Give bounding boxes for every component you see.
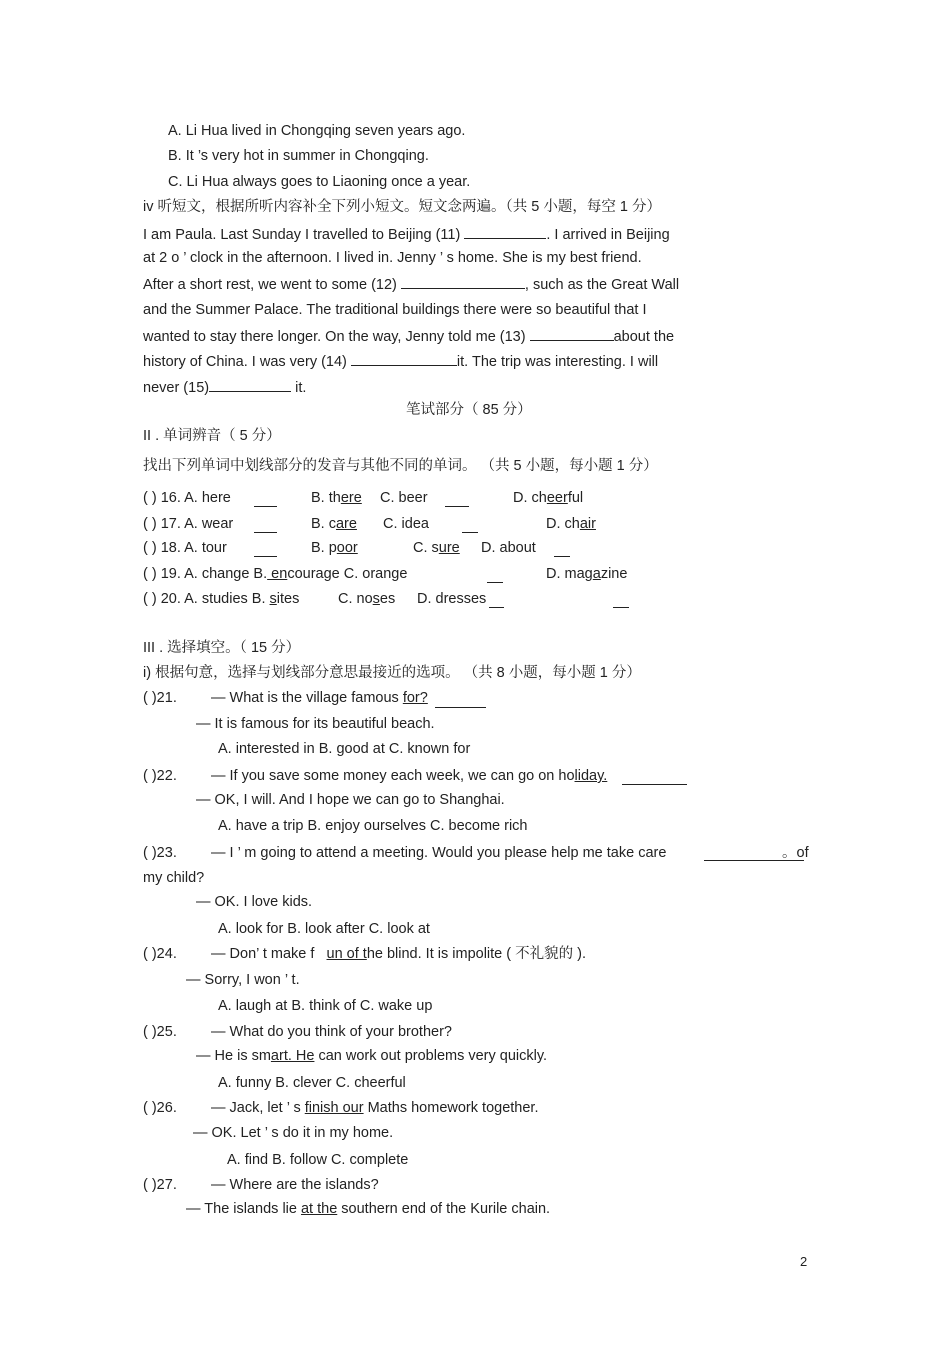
- q25-options: A. funny B. clever C. cheerful: [218, 1075, 406, 1091]
- q22-number: ( )22.: [143, 768, 177, 784]
- option-a: A. Li Hua lived in Chongqing seven years ago.: [168, 123, 466, 139]
- q16-option-b: B. there: [311, 490, 362, 506]
- q23-number: ( )23.: [143, 845, 177, 861]
- q24-number: ( )24.: [143, 946, 177, 962]
- section-ii-title: II . 单词辨音（ 5 分）: [143, 428, 281, 444]
- q17-stem: ( ) 17. A. wear: [143, 516, 234, 532]
- passage-line-4: and the Summer Palace. The traditional buildings there were so beautiful that I: [143, 302, 647, 318]
- q24-answer: — Sorry, I won ’ t.: [186, 972, 300, 988]
- q25-number: ( )25.: [143, 1024, 177, 1040]
- q16-option-d: D. cheerful: [513, 490, 584, 506]
- q24-question: — Don’ t make f un of the blind. It is impolite ( 不礼貌的 ).: [211, 946, 586, 962]
- option-c: C. Li Hua always goes to Liaoning once a year.: [168, 174, 471, 190]
- passage-line-1: I am Paula. Last Sunday I travelled to Beijing (11) . I arrived in Beijing: [143, 227, 670, 243]
- q23-question: — I ’ m going to attend a meeting. Would you please help me take care: [211, 845, 667, 861]
- q23-options: A. look for B. look after C. look at: [218, 921, 430, 937]
- q21-options: A. interested in B. good at C. known for: [218, 741, 471, 757]
- q21-number: ( )21.: [143, 690, 177, 706]
- passage-line-5: wanted to stay there longer. On the way, Jenny told me (13) about the: [143, 329, 675, 345]
- q22-answer: — OK, I will. And I hope we can go to Shanghai.: [196, 792, 505, 808]
- q26-answer: — OK. Let ’ s do it in my home.: [193, 1125, 394, 1141]
- q18-stem: ( ) 18. A. tour: [143, 540, 227, 556]
- passage-line-6: history of China. I was very (14) it. The trip was interesting. I will: [143, 354, 659, 370]
- q20-option-d: D. dresses: [417, 591, 487, 607]
- q25-question: — What do you think of your brother?: [211, 1024, 452, 1040]
- q27-number: ( )27.: [143, 1177, 177, 1193]
- q22-options: A. have a trip B. enjoy ourselves C. become rich: [218, 818, 528, 834]
- q16-stem: ( ) 16. A. here: [143, 490, 231, 506]
- q20-option-c: C. noses: [338, 591, 396, 607]
- passage-line-3: After a short rest, we went to some (12) , such as the Great Wall: [143, 277, 680, 293]
- section-iv-title: iv 听短文，根据所听内容补全下列小短文。短文念两遍。（共 5 小题，每空 1 分）: [143, 199, 661, 215]
- q24-options: A. laugh at B. think of C. wake up: [218, 998, 433, 1014]
- q16-option-c: C. beer: [380, 490, 428, 506]
- q19-stem: ( ) 19. A. change B. encourage C. orange: [143, 566, 408, 582]
- q18-option-c: C. sure: [413, 540, 460, 556]
- q27-question: — Where are the islands?: [211, 1177, 379, 1193]
- q17-option-b: B. care: [311, 516, 357, 532]
- passage-line-2: at 2 o ’ clock in the afternoon. I lived in. Jenny ’ s home. She is my best friend.: [143, 250, 642, 266]
- q26-number: ( )26.: [143, 1100, 177, 1116]
- passage-line-7: never (15) it.: [143, 380, 307, 396]
- page-number: 2: [800, 1254, 808, 1269]
- q17-option-d: D. chair: [546, 516, 596, 532]
- section-iii-title: III . 选择填空。（ 15 分）: [143, 640, 301, 656]
- q23-question-cont: my child?: [143, 870, 205, 886]
- q25-answer: — He is smart. He can work out problems very quickly.: [196, 1048, 548, 1064]
- q20-stem: ( ) 20. A. studies B. sites: [143, 591, 300, 607]
- option-b: B. It ’s very hot in summer in Chongqing.: [168, 148, 429, 164]
- q19-option-d: D. magazine: [546, 566, 628, 582]
- q21-answer: — It is famous for its beautiful beach.: [196, 716, 435, 732]
- section-iii-instruction: i) 根据句意，选择与划线部分意思最接近的选项。 （共 8 小题，每小题 1 分）: [143, 665, 641, 681]
- q17-option-c: C. idea: [383, 516, 429, 532]
- q18-option-b: B. poor: [311, 540, 358, 556]
- section-ii-instruction: 找出下列单词中划线部分的发音与其他不同的单词。 （共 5 小题，每小题 1 分）: [143, 458, 658, 474]
- q23-question-tail: 。of: [782, 845, 809, 861]
- q27-answer: — The islands lie at the southern end of the Kurile chain.: [186, 1201, 551, 1217]
- written-part-title: 笔试部分（ 85 分）: [406, 402, 532, 418]
- q21-question: — What is the village famous for?: [211, 690, 428, 706]
- q23-answer: — OK. I love kids.: [196, 894, 313, 910]
- q22-question: — If you save some money each week, we can go on holiday.: [211, 768, 608, 784]
- q18-option-d: D. about: [481, 540, 536, 556]
- q26-question: — Jack, let ’ s finish our Maths homework together.: [211, 1100, 539, 1116]
- q26-options: A. find B. follow C. complete: [227, 1152, 409, 1168]
